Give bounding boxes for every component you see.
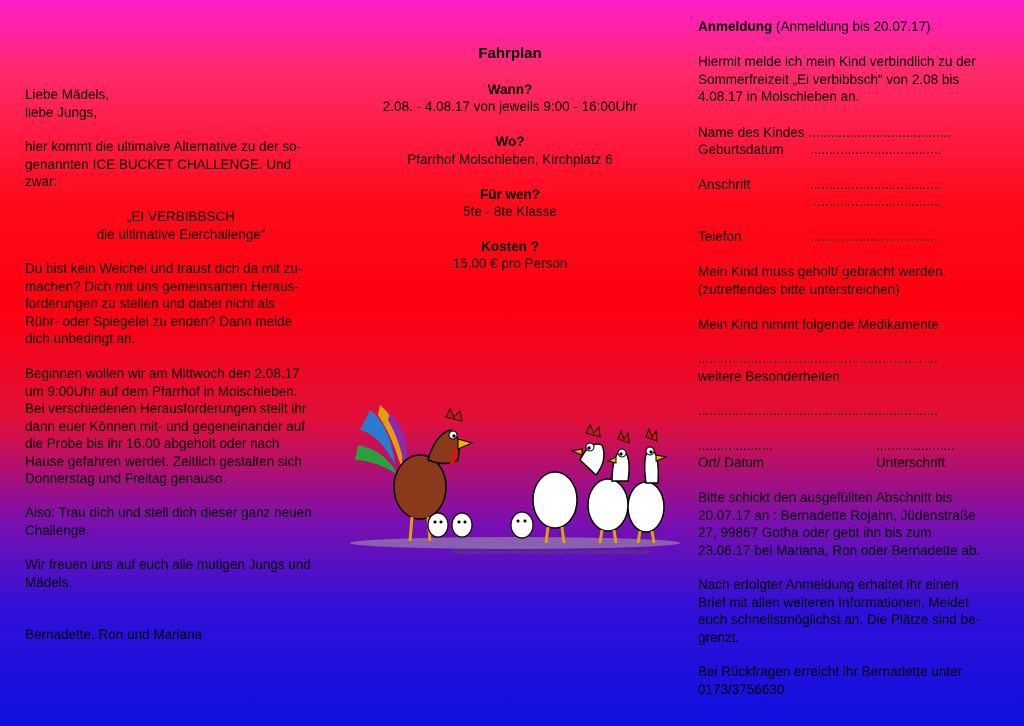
address-line-2[interactable]: ................................... (810, 194, 942, 209)
where-label: Wo? (495, 134, 525, 149)
image-credit: Bildquellen: www.unterbaumbrücke.de, www.solicaster-fotolbilder.de (453, 549, 650, 556)
registration-declaration: Hiermit melde ich mein Kind verbindlich zu der Sommerfreizeit „Ei verbibbsch“ von 2.08 bis 4.08.17 in Molschleben an. (698, 54, 976, 104)
ground-shadow (350, 537, 680, 549)
egg-icon (511, 512, 533, 538)
place-date-line[interactable]: .................... (698, 438, 774, 453)
when-value: 2.08. - 4.08.17 von jeweils 9:00 - 16:00Uhr (382, 99, 638, 114)
schedule-title: Fahrplan (478, 45, 542, 62)
medication-label: Mein Kind nimmt folgende Medikamente (698, 317, 939, 332)
chicken-illustration (350, 405, 685, 565)
signature-label: Unterschrift (876, 455, 946, 470)
where-value: Pfarrhof Molschleben, Kirchplatz 6 (407, 152, 613, 167)
cost-label: Kosten ? (481, 239, 539, 254)
hen-icon (628, 429, 666, 543)
address-label: Anschrift (698, 177, 751, 192)
who-value: 5te - 8te Klasse (463, 204, 557, 219)
wish-text: Wir freuen uns auf euch alle mutigen Jungs und Mädels. (25, 557, 311, 590)
birthdate-line[interactable]: ................................... (810, 142, 942, 157)
phone-line[interactable]: .................................. (810, 229, 938, 244)
phone-field[interactable] (698, 228, 1008, 246)
registration-title-bold: Anmeldung (698, 19, 773, 34)
child-name-label: Name des Kindes (698, 125, 805, 140)
greeting: Liebe Mädels, liebe Jungs, (25, 87, 110, 120)
after-info: Nach erfolgter Anmeldung erhaltet ihr einen Brief mit allen weiteren Informationen. Meldet euch schnellstmöglichst an. Die Plätze sind be- grenzt. (698, 577, 981, 645)
phone-label: Telefon (698, 229, 742, 244)
registration-deadline: (Anmeldung bis 20.07.17) (772, 19, 931, 34)
hen-icon (533, 425, 604, 543)
call-text: Also: Trau dich und stell dich dieser ganz neuen Challenge. (25, 505, 312, 538)
registration-title (698, 18, 1008, 36)
challenge-text: Du bist kein Weichei und traust dich da mit zu- machen? Dich mit uns gemeinsamen Heraus- forderungen zu stellen und dabei nicht als Rühr- oder Spiegelei zu enden? Dann melde dich unbedingt an. (25, 261, 303, 346)
contact-info: Bei Rückfragen erreicht ihr Bernadette unter 0173/3756630 (698, 664, 963, 697)
special-label: weitere Besonderheiten (698, 369, 840, 384)
medication-line[interactable]: ................................................................ (698, 351, 939, 366)
address-line-1[interactable]: ................................... (810, 177, 942, 192)
birthdate-label: Geburtsdatum (698, 142, 784, 157)
egg-icon (452, 513, 472, 537)
place-date-label: Ort/ Datum (698, 455, 765, 470)
pickup-text: Mein Kind muss geholt/ gebracht werden. (zutreffendes bitte unterstreichen) (698, 264, 947, 297)
signature: Bernadette, Ron und Mariana (25, 627, 203, 642)
cost-value: 15,00 € pro Person (452, 256, 568, 271)
when-label: Wann? (487, 82, 533, 97)
child-name-line[interactable]: ...................................... (808, 125, 951, 140)
birthdate-field[interactable] (698, 141, 1008, 159)
special-line[interactable]: ................................................................ (698, 403, 939, 418)
who-label: Für wen? (480, 187, 540, 202)
address-field[interactable] (698, 176, 1008, 194)
schedule-text: Beginnen wollen wir am Mittwoch den 2.08.17 um 9:00Uhr auf dem Pfarrhof in Molschleben. Bei verschiedenen Herausforderungen stellt ihr dann euer Können mit- und gegeneinander auf die Probe bis ihr 16.00 abgeholt oder nach Hause gefahren werdet. Zeitlich gestalten sich Donnerstag und Freitag genauso. (25, 366, 307, 486)
motto: „EI VERBIBBSCH die ultimative Eierchallenge“ (96, 209, 266, 242)
intro-text: hier kommt die ultimaive Alternative zu der so- genannten ICE BUCKET CHALLENGE. Und zwar: (25, 139, 302, 189)
egg-icon (428, 513, 448, 537)
child-name-field[interactable] (698, 124, 1008, 142)
signature-line[interactable]: ..................... (876, 438, 955, 453)
send-info: Bitte schickt den ausgefüllten Abschnitt bis 20.07.17 an : Bernadette Rojahn, Jüdenstraße 27, 99867 Gotha oder gebt ihn bis zum 23.06.17 bei Mariana, Ron oder Bernadette ab. (698, 490, 981, 558)
